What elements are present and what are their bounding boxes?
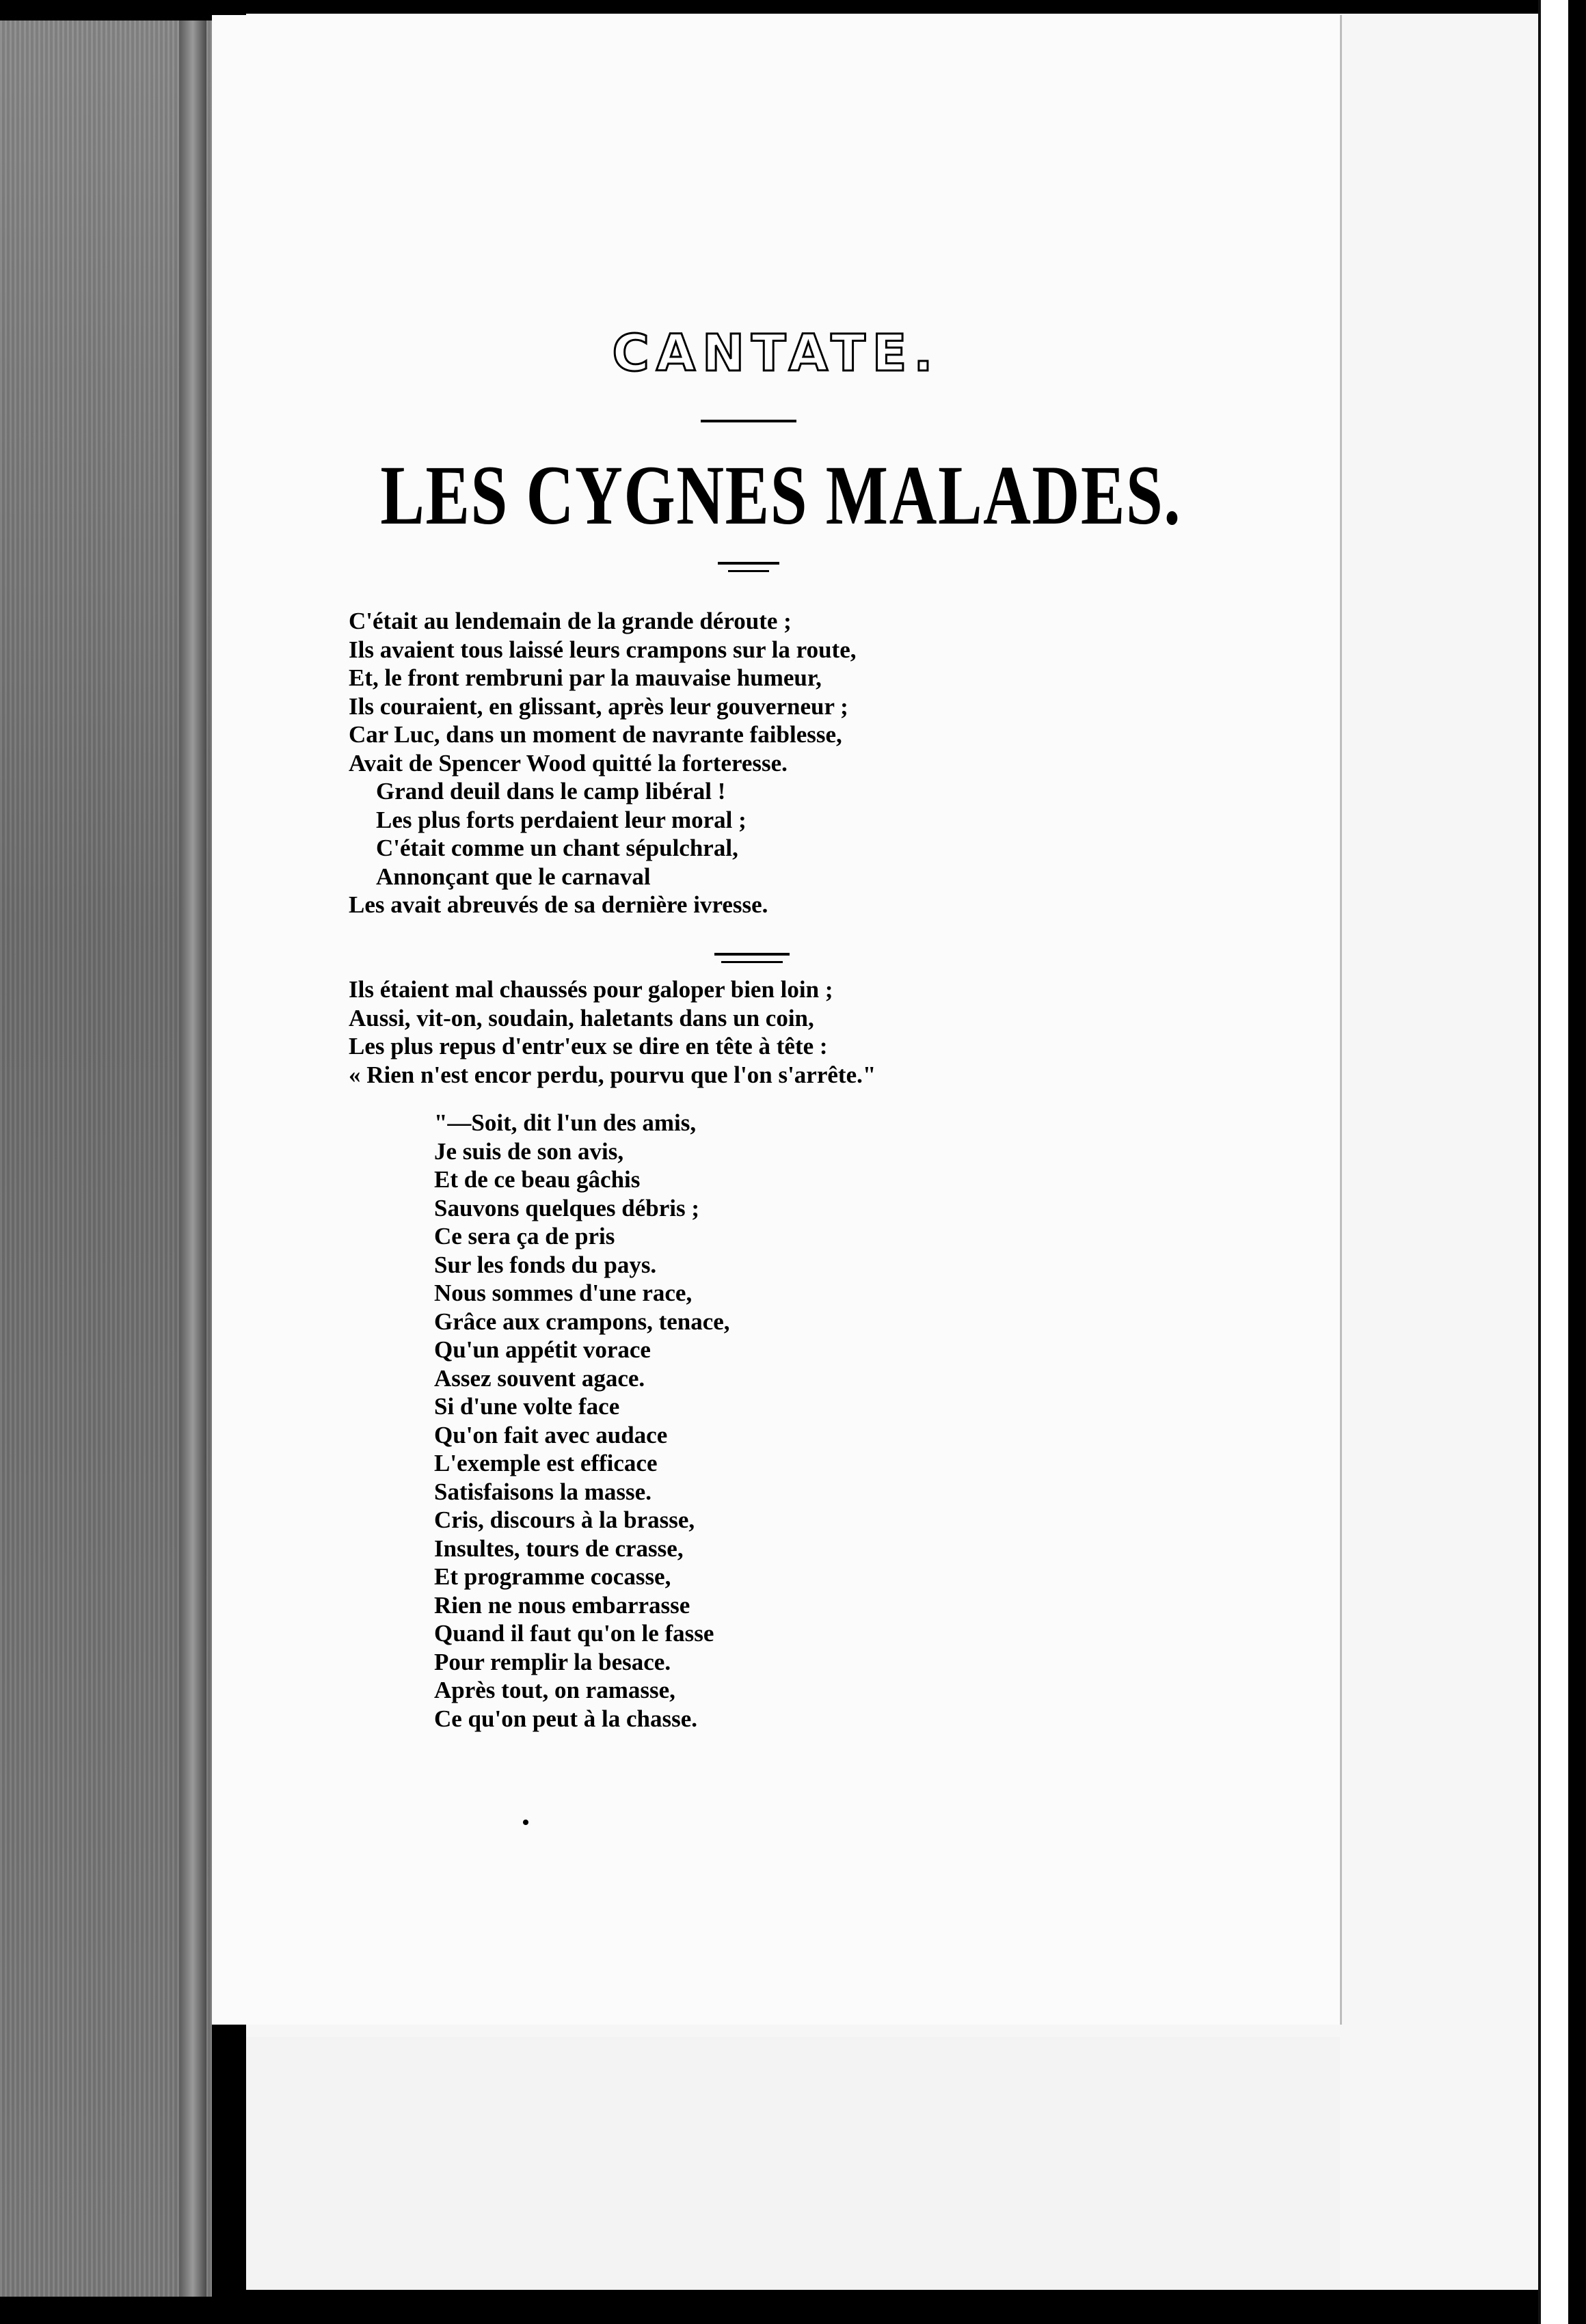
heading-cantate: CANTATE. <box>612 324 940 383</box>
verse-line: Je suis de son avis, <box>434 1137 624 1165</box>
divider-rule <box>721 961 783 963</box>
verse-line: Assez souvent agace. <box>434 1364 645 1392</box>
divider-rule <box>701 420 796 422</box>
verse-line: Ce qu'on peut à la chasse. <box>434 1705 698 1732</box>
verse-line: Quand il faut qu'on le fasse <box>434 1620 714 1647</box>
stanza-1 <box>349 607 857 919</box>
verse-line: Et de ce beau gâchis <box>434 1166 641 1193</box>
verse-line: Sauvons quelques débris ; <box>434 1194 700 1221</box>
verse-line: Rien ne nous embarrasse <box>434 1591 690 1619</box>
verse-line: Et programme cocasse, <box>434 1563 671 1590</box>
verse-line: Cris, discours à la brasse, <box>434 1506 695 1533</box>
verse-line: Qu'on fait avec audace <box>434 1421 668 1448</box>
verse-line: Ils couraient, en glissant, après leur gouverneur ; <box>349 692 848 720</box>
document-page <box>212 15 1342 2025</box>
verse-line: "—Soit, dit l'un des amis, <box>434 1109 697 1136</box>
divider-rule <box>718 562 779 565</box>
verse-line: Ils avaient tous laissé leurs crampons sur la route, <box>349 636 857 663</box>
verse-line: C'était comme un chant sépulchral, <box>376 835 738 861</box>
verse-line: Grâce aux crampons, tenace, <box>434 1308 730 1335</box>
verse-line: Annonçant que le carnaval <box>376 863 651 890</box>
verse-line: Car Luc, dans un moment de navrante faiblesse, <box>349 721 842 748</box>
verse-line: Pour remplir la besace. <box>434 1648 671 1675</box>
verse-line: Satisfaisons la masse. <box>434 1478 651 1505</box>
verse-line: Les plus repus d'entr'eux se dire en tête à tête : <box>349 1033 828 1059</box>
verse-line: L'exemple est efficace <box>434 1450 658 1476</box>
verse-line: Aussi, vit-on, soudain, haletants dans un coin, <box>349 1004 814 1031</box>
verse-line: Ce sera ça de pris <box>434 1223 615 1249</box>
verse-line: Après tout, on ramasse, <box>434 1677 675 1703</box>
verse-line: Les avait abreuvés de sa dernière ivresse. <box>349 891 768 918</box>
divider-rule <box>714 953 790 956</box>
verse-line: Nous sommes d'une race, <box>434 1280 693 1306</box>
verse-line: Insultes, tours de crasse, <box>434 1535 684 1562</box>
verse-line: Qu'un appétit vorace <box>434 1336 651 1363</box>
verse-line: Si d'une volte face <box>434 1393 620 1420</box>
ink-speck <box>523 1820 528 1825</box>
verse-line: Ils étaient mal chaussés pour galoper bien loin ; <box>349 976 833 1003</box>
verse-line: Avait de Spencer Wood quitté la forteresse. <box>349 749 788 776</box>
stanza-3 <box>434 1109 730 1733</box>
verse-line: C'était au lendemain de la grande déroute ; <box>349 608 792 634</box>
divider-rule <box>728 570 769 572</box>
stanza-2 <box>349 975 876 1089</box>
verse-line: Et, le front rembruni par la mauvaise humeur, <box>349 664 822 691</box>
right-margin-strip <box>1538 0 1568 2324</box>
cover-edge <box>179 21 206 2297</box>
page-title: LES CYGNES MALADES. <box>380 448 1182 542</box>
verse-line: Sur les fonds du pays. <box>434 1251 657 1278</box>
verse-line: Grand deuil dans le camp libéral ! <box>376 778 726 805</box>
verse-line: « Rien n'est encor perdu, pourvu que l'on s'arrête." <box>349 1061 876 1088</box>
back-sheet-lower <box>246 2037 1340 2290</box>
verse-line: Les plus forts perdaient leur moral ; <box>376 806 747 833</box>
